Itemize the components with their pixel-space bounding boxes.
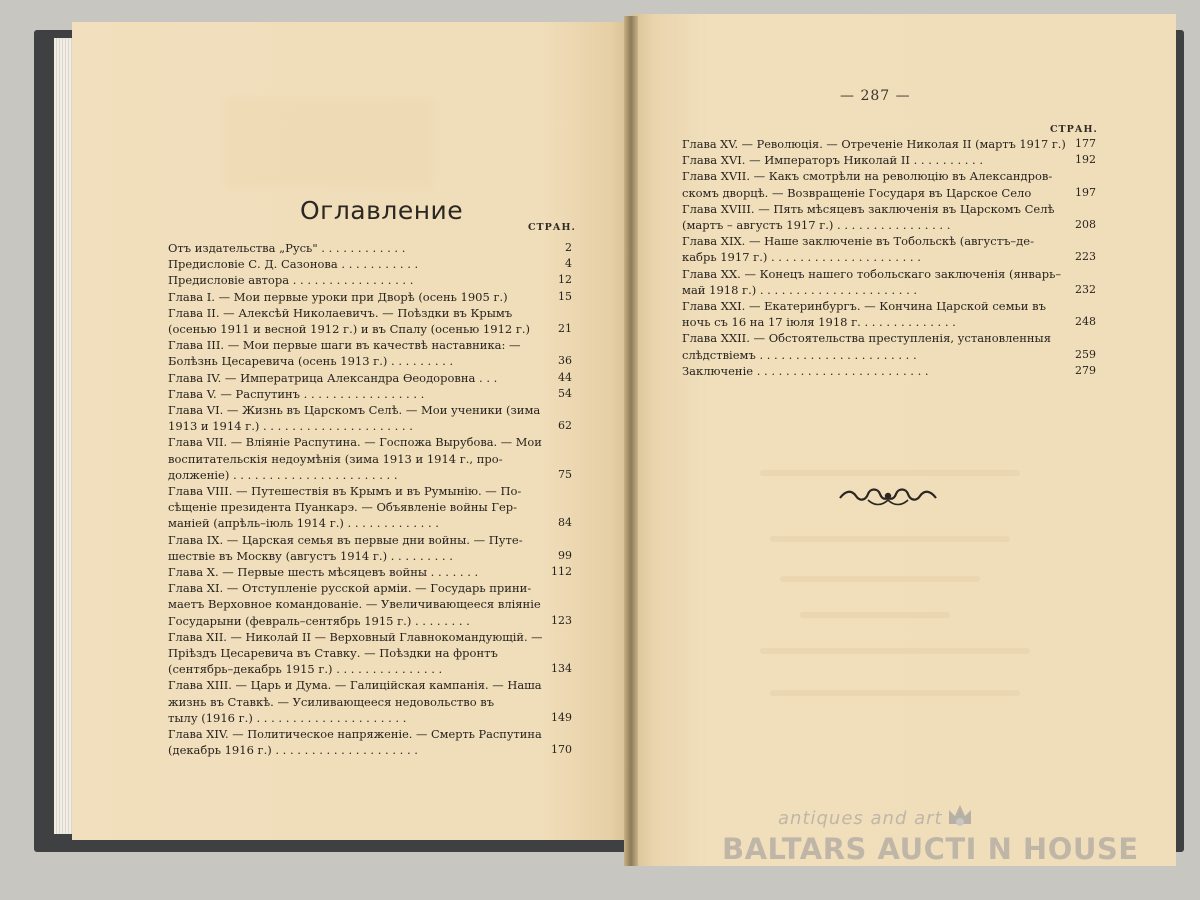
toc-entry-text: Глава XVIII. — Пять мѣсяцевъ заключенія въ Царскомъ Селѣ (682, 201, 1055, 216)
toc-entry-page: 123 (551, 613, 572, 627)
toc-entry (682, 233, 1096, 249)
toc-entry (168, 483, 572, 499)
toc-entry (168, 337, 572, 353)
toc-entry-page: 84 (558, 516, 572, 530)
page-column-header: СТРАН. (1050, 124, 1098, 135)
show-through-ghost (225, 98, 435, 188)
toc-entry-text: Болѣзнь Цесаревича (осень 1913 г.) . . . . . . . . . (168, 354, 454, 369)
show-through-line (800, 612, 950, 618)
toc-entry-page: 170 (551, 743, 572, 757)
toc-entry (682, 217, 1096, 233)
toc-entry (168, 321, 572, 337)
page-column-header: СТРАН. (528, 222, 576, 233)
toc-entry-text: Заключеніе . . . . . . . . . . . . . . . . . . . . . . . . (682, 363, 929, 378)
toc-entry-page: 177 (1075, 137, 1096, 150)
toc-entry-page: 36 (558, 354, 572, 368)
toc-entry-text: Глава IX. — Царская семья въ первые дни войны. — Путе- (168, 532, 523, 547)
toc-entry-text: Глава XXI. — Екатеринбургъ. — Кончина Царской семьи въ (682, 299, 1046, 313)
toc-entry-page: 259 (1075, 347, 1096, 361)
toc-entry-page: 54 (558, 386, 572, 400)
watermark-script: antiques and art (778, 808, 943, 829)
toc-entry-text: воспитательскія недоумѣнія (зима 1913 и 1914 г., про- (168, 451, 503, 466)
toc-entry-text: Предисловіе С. Д. Сазонова . . . . . . . . . . . (168, 257, 419, 272)
toc-entry-text: Глава XI. — Отступленіе русской арміи. — Государь прини- (168, 581, 532, 596)
toc-entry-text: Глава V. — Распутинъ . . . . . . . . . . . . . . . . . (168, 386, 425, 401)
toc-entry (168, 256, 572, 272)
toc-entry-text: Глава III. — Мои первые шаги въ качествѣ наставника: — (168, 338, 521, 353)
toc-entry-text: маетъ Верховное командованіе. — Увеличивающееся вліяніе (168, 597, 541, 612)
toc-entry-page: 15 (558, 289, 572, 303)
toc-entry-text: Глава IV. — Императрица Александра Ѳеодоровна . . . (168, 370, 498, 385)
toc-entry-text: Глава XII. — Николай II — Верховный Главнокомандующій. — (168, 629, 543, 644)
toc-entry (168, 305, 572, 321)
toc-entry-text: (мартъ – августъ 1917 г.) . . . . . . . . . . . . . . . . (682, 218, 951, 232)
toc-entry (168, 418, 572, 434)
toc-entry-text: тылу (1916 г.) . . . . . . . . . . . . . . . . . . . . . (168, 710, 407, 725)
toc-entry-text: Глава VII. — Вліяніе Распутина. — Госпожа Вырубова. — Мои (168, 435, 542, 450)
toc-entry-text: Глава XIX. — Наше заключеніе въ Тобольскѣ (августъ–де- (682, 234, 1034, 249)
toc-entry-text: Глава X. — Первые шесть мѣсяцевъ войны . . . . . . . (168, 565, 479, 579)
toc-entry-page: 223 (1075, 250, 1096, 264)
toc-entry-page: 21 (558, 322, 572, 335)
toc-entry-text: май 1918 г.) . . . . . . . . . . . . . . . . . . . . . . (682, 282, 918, 297)
show-through-line (780, 576, 980, 582)
toc-entry (168, 515, 572, 531)
toc-entry-text: Глава II. — Алексѣй Николаевичъ. — Поѣздки въ Крымъ (168, 305, 513, 320)
toc-entry-page: 75 (558, 467, 572, 481)
toc-title: Оглавление (300, 196, 464, 225)
toc-entry (682, 282, 1096, 298)
toc-entry (168, 240, 572, 256)
watermark-brand: BALTARS AUCTI N HOUSE (722, 832, 1139, 866)
toc-entry (168, 661, 572, 677)
toc-entry-text: Глава VI. — Жизнь въ Царскомъ Селѣ. — Мои ученики (зима (168, 403, 541, 417)
toc-entry (682, 185, 1096, 201)
toc-entry-text: 1913 и 1914 г.) . . . . . . . . . . . . . . . . . . . . . (168, 419, 413, 434)
toc-entry-text: Глава XV. — Революція. — Отреченіе Николая II (мартъ 1917 г.) (682, 137, 1066, 151)
toc-entry (168, 386, 572, 402)
toc-entry (168, 467, 572, 483)
toc-entry-page: 44 (558, 370, 572, 384)
toc-entry (682, 314, 1096, 330)
toc-entry-text: сѣщеніе президента Пуанкарэ. — Объявленіе войны Гер- (168, 500, 518, 515)
toc-entry (682, 152, 1096, 168)
toc-entry (168, 532, 572, 548)
toc-entry-text: Глава XXII. — Обстоятельства преступленія, установленныя (682, 331, 1051, 346)
toc-entry (168, 645, 572, 661)
toc-entry (168, 694, 572, 710)
toc-entry-text: Глава XX. — Конецъ нашего тобольскаго заключенія (январь– (682, 266, 1062, 281)
toc-entry (168, 564, 572, 580)
toc-entry (168, 548, 572, 564)
toc-entry (682, 168, 1096, 184)
toc-entry-text: Отъ издательства „Русь" . . . . . . . . . . . . (168, 241, 406, 255)
toc-entry-text: скомъ дворцѣ. — Возвращеніе Государя въ Царское Село (682, 185, 1032, 200)
toc-entry-page: 62 (558, 419, 572, 433)
toc-entry-text: кабрь 1917 г.) . . . . . . . . . . . . . . . . . . . . . (682, 250, 921, 265)
toc-entry (168, 402, 572, 418)
toc-entry-text: жизнь въ Ставкѣ. — Усиливающееся недовольство въ (168, 694, 495, 709)
toc-entry-text: слѣдствіемъ . . . . . . . . . . . . . . . . . . . . . . (682, 347, 917, 362)
toc-entry (168, 434, 572, 450)
toc-entry (682, 201, 1096, 217)
toc-entry-page: 149 (551, 710, 572, 724)
toc-entry-text: долженіе) . . . . . . . . . . . . . . . . . . . . . . . (168, 467, 398, 482)
toc-entry-text: Глава XVI. — Императоръ Николай II . . . . . . . . . . (682, 153, 984, 168)
toc-entry (168, 596, 572, 612)
toc-entry-page: 99 (558, 548, 572, 562)
toc-entry-text: (осенью 1911 и весной 1912 г.) и въ Спалу (осенью 1912 г.) (168, 322, 531, 336)
toc-entry (168, 677, 572, 693)
toc-entry-text: маніей (апрѣль–іюль 1914 г.) . . . . . . . . . . . . . (168, 516, 439, 531)
toc-entry-text: Глава I. — Мои первые уроки при Дворѣ (осень 1905 г.) (168, 289, 508, 304)
toc-entry (168, 629, 572, 645)
toc-entry (682, 136, 1096, 152)
crown-icon (946, 802, 974, 828)
toc-entry-page: 279 (1075, 363, 1096, 377)
toc-entry-page: 112 (551, 565, 572, 578)
toc-entry-page: 4 (565, 257, 572, 271)
show-through-line (770, 536, 1010, 542)
toc-entry (168, 272, 572, 288)
toc-entry-page: 232 (1075, 282, 1096, 296)
toc-entry (168, 613, 572, 629)
toc-entry-text: Государыни (февраль–сентябрь 1915 г.) . . . . . . . . (168, 613, 470, 628)
toc-entry-page: 12 (558, 273, 572, 287)
toc-entry (682, 363, 1096, 379)
toc-entry (168, 499, 572, 515)
ornament-icon (838, 486, 938, 506)
toc-entry-text: ночь съ 16 на 17 іюля 1918 г. . . . . . . . . . . . . . (682, 315, 956, 330)
toc-entry (682, 347, 1096, 363)
toc-entry (168, 451, 572, 467)
toc-entry (168, 742, 572, 758)
show-through-line (770, 690, 1020, 696)
toc-entry-text: Пріѣздъ Цесаревича въ Ставку. — Поѣздки на фронтъ (168, 646, 498, 660)
toc-entry-text: Глава VIII. — Путешествія въ Крымъ и въ Румынію. — По- (168, 484, 522, 498)
toc-entry-text: (декабрь 1916 г.) . . . . . . . . . . . . . . . . . . . . (168, 743, 418, 758)
show-through-line (760, 648, 1030, 654)
toc-entry-text: Предисловіе автора . . . . . . . . . . . . . . . . . (168, 273, 414, 288)
toc-entry (682, 249, 1096, 265)
toc-entry-text: Глава XVII. — Какъ смотрѣли на революцію въ Александров- (682, 169, 1053, 184)
toc-entry (168, 353, 572, 369)
toc-entry-text: (сентябрь–декабрь 1915 г.) . . . . . . . . . . . . . . . (168, 662, 443, 677)
toc-entry (168, 289, 572, 305)
book-gutter (624, 16, 638, 866)
toc-entry-page: 197 (1075, 185, 1096, 199)
page-number: — 287 — (840, 88, 911, 104)
toc-entry (682, 298, 1096, 314)
toc-entry (168, 726, 572, 742)
toc-entry (168, 580, 572, 596)
toc-entry (682, 266, 1096, 282)
show-through-line (760, 470, 1020, 476)
watermark (718, 808, 1139, 868)
toc-entry-page: 208 (1075, 218, 1096, 231)
toc-entry-page: 134 (551, 662, 572, 676)
toc-entry (168, 710, 572, 726)
toc-entry-text: Глава XIII. — Царь и Дума. — Галиційская кампанія. — Наша (168, 678, 542, 693)
toc-entry (682, 330, 1096, 346)
toc-entry-page: 192 (1075, 153, 1096, 167)
toc-entry-page: 248 (1075, 315, 1096, 329)
toc-entry (168, 370, 572, 386)
toc-entry-text: шествіе въ Москву (августъ 1914 г.) . . . . . . . . . (168, 548, 453, 563)
toc-entry-page: 2 (565, 241, 572, 254)
toc-entry-text: Глава XIV. — Политическое напряженіе. — Смерть Распутина (168, 727, 542, 741)
